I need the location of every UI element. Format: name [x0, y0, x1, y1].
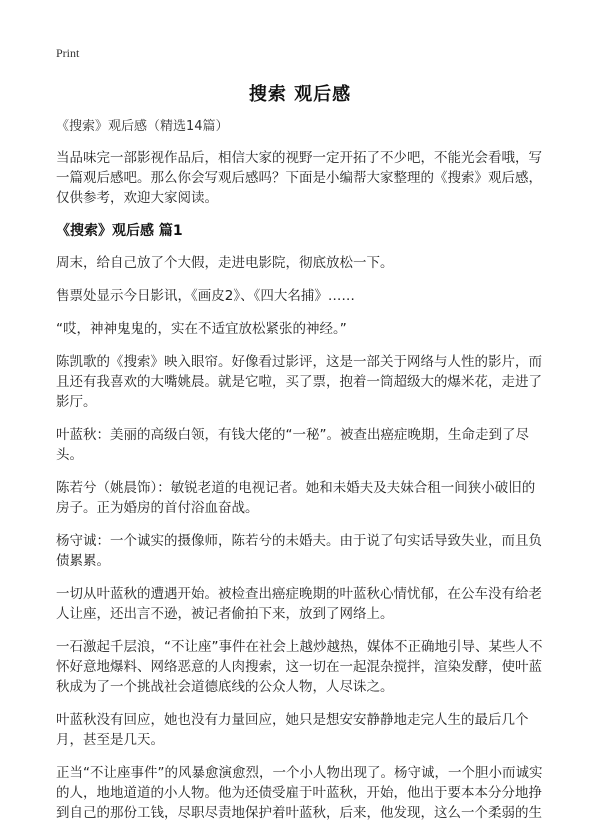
paragraph: “哎，神神鬼鬼的，实在不适宜放松紧张的神经。” — [56, 321, 347, 337]
article-body — [56, 118, 548, 836]
paragraph: 周末，给自己放了个大假，走进电影院，彻底放松一下。 — [56, 255, 394, 271]
paragraph: 陈若兮（姚晨饰）：敏锐老道的电视记者。她和未婚夫及夫妹合租一间狭小破旧的房子。正为婚房的首付浴血奋战。 — [56, 480, 536, 516]
paragraph: 一石激起千层浪，“不让座”事件在社会上越炒越热，媒体不正确地引导、某些人不怀好意地爆料、网络恶意的人肉搜索，这一切在一起混杂搅拌，渲染发酵，使叶蓝秋成为了一个挑战社会道德底线的公众人物，人尽诛之。 — [56, 639, 543, 695]
article-subtitle: 《搜索》观后感（精选14篇） — [56, 119, 229, 134]
section-heading: 《搜索》观后感 篇1 — [56, 223, 183, 239]
paragraph: 售票处显示今日影讯，《画皮2》、《四大名捕》…… — [56, 288, 355, 304]
page-title: 搜索 观后感 — [248, 84, 352, 105]
paragraph: 叶蓝秋没有回应，她也没有力量回应，她只是想安安静静地走完人生的最后几个月，甚至是几天。 — [56, 712, 529, 748]
intro-paragraph: 当品味完一部影视作品后，相信大家的视野一定开拓了不少吧，不能光会看哦，写一篇观后感吧。那么你会写观后感吗？下面是小编帮大家整理的《搜索》观后感，仅供参考，欢迎大家阅读。 — [56, 150, 542, 206]
paragraph: 叶蓝秋：美丽的高级白领，有钱大佬的“一秘”。被查出癌症晚期，生命走到了尽头。 — [56, 427, 529, 463]
paragraph: 正当“不让座事件”的风暴愈演愈烈，一个小人物出现了。杨守诚，一个胆小而诚实的人，地地道道的小人物。他为还债受雇于叶蓝秋，开始，他出于要本本分分地挣到自己的那份工钱，尽职尽责地保护着叶蓝秋，后来，他发现，这么一个柔弱的生 — [56, 765, 543, 821]
paragraph: 陈凯歌的《搜索》映入眼帘。好像看过影评，这是一部关于网络与人性的影片，而且还有我喜欢的大嘴姚晨。就是它啦，买了票，抱着一筒超级大的爆米花，走进了影厅。 — [56, 354, 542, 410]
print-link[interactable]: Print — [56, 46, 80, 60]
paragraph: 杨守诚：一个诚实的摄像师，陈若兮的未婚夫。由于说了句实话导致失业，而且负债累累。 — [56, 533, 542, 569]
paragraph: 一切从叶蓝秋的遭遇开始。被检查出癌症晚期的叶蓝秋心情忧郁，在公车没有给老人让座，还出言不逊，被记者偷拍下来，放到了网络上。 — [56, 586, 542, 622]
